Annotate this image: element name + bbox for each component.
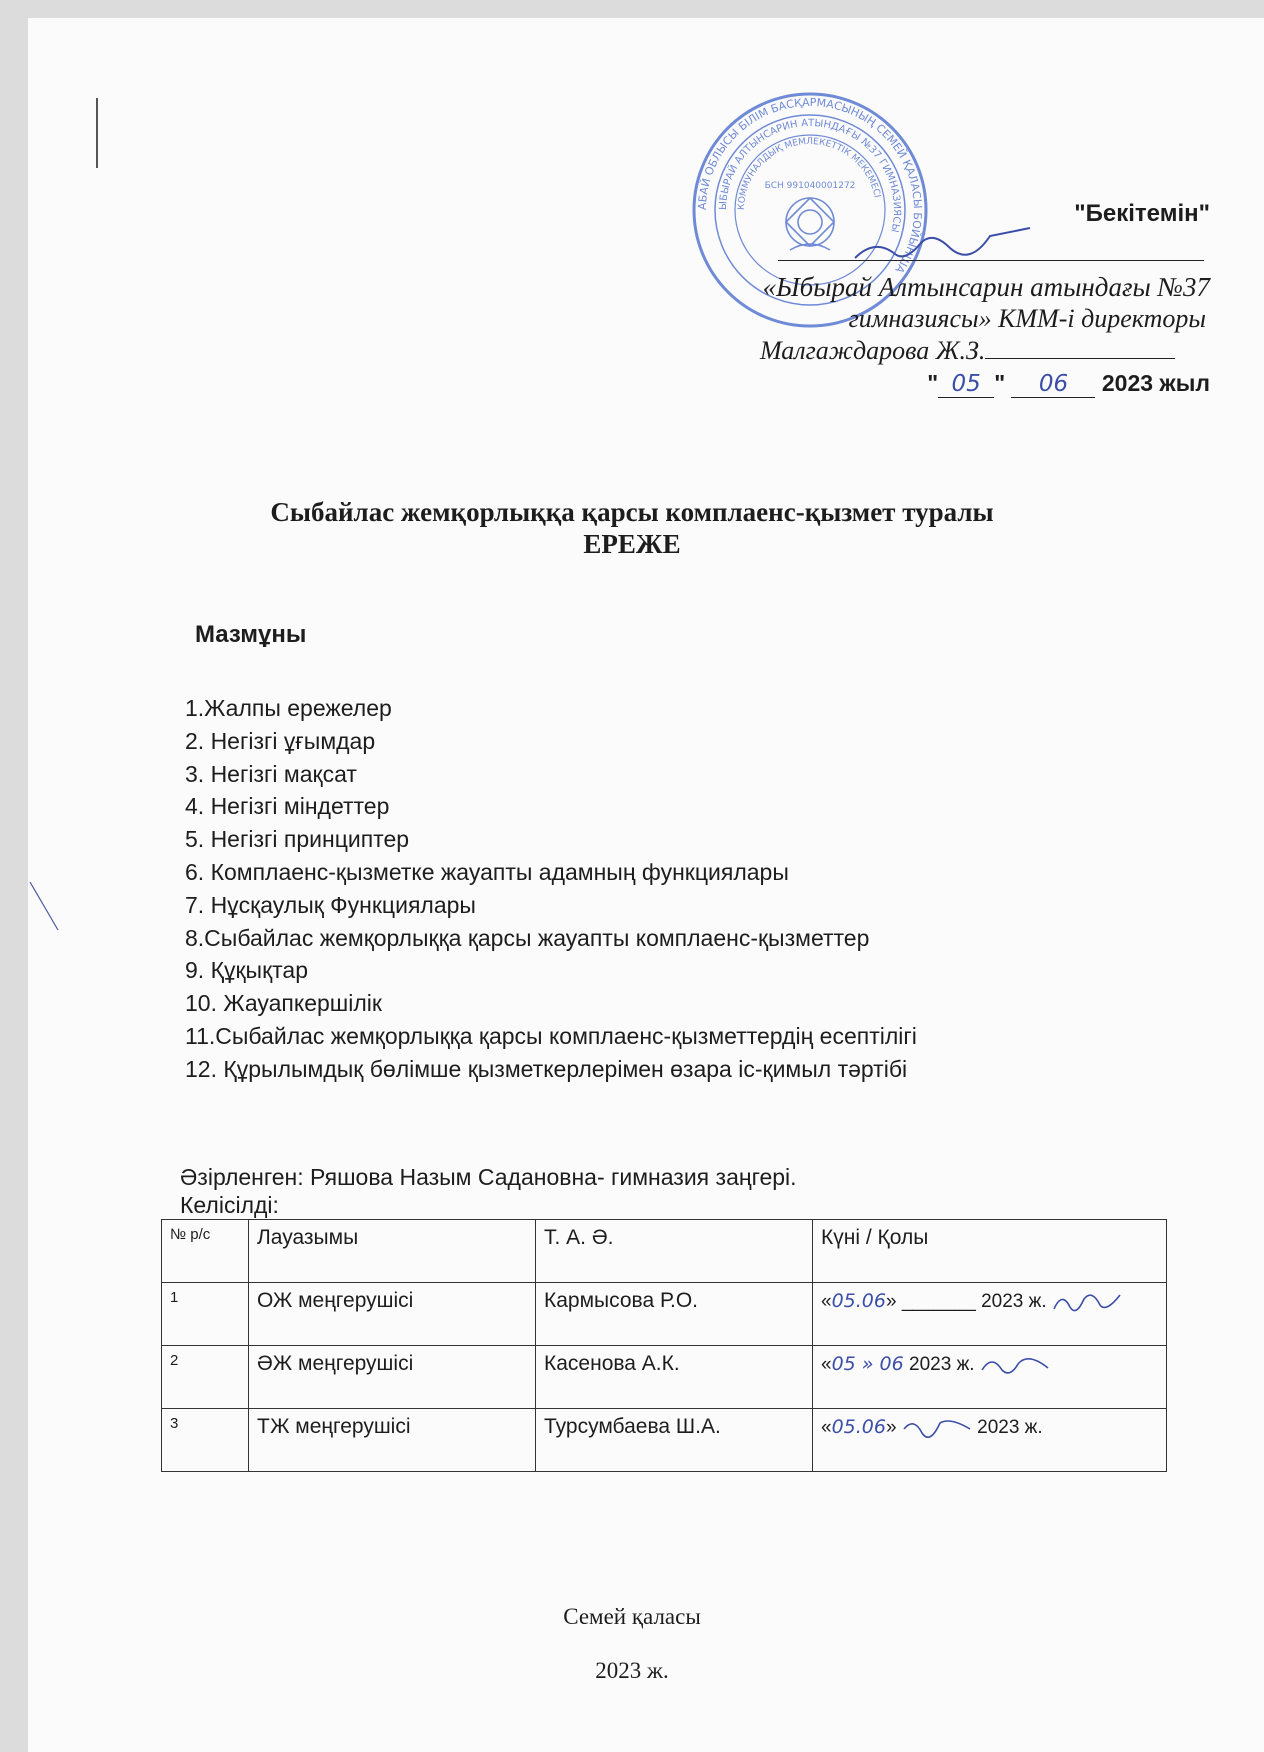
- date-quote-open: ": [927, 370, 939, 396]
- prepared-by: Әзірленген: Ряшова Назым Садановна- гимназия заңгері.: [180, 1164, 797, 1190]
- row-date-sign: «05 » 06 2023 ж.: [813, 1346, 1167, 1409]
- approval-date: [927, 370, 1210, 398]
- footer-year: 2023 ж.: [595, 1658, 669, 1683]
- margin-line: [96, 98, 98, 168]
- row-position: ОЖ меңгерушісі: [249, 1283, 536, 1346]
- document-title-block: [0, 496, 1264, 560]
- toc-heading: Мазмұны: [195, 621, 307, 648]
- toc-item: 10. Жауапкершілік: [185, 990, 382, 1017]
- document-subtitle: ЕРЕЖЕ: [583, 529, 681, 559]
- toc-item: 5. Негізгі принциптер: [185, 826, 410, 853]
- row-position: ТЖ меңгерушісі: [249, 1409, 536, 1472]
- stamp-inner-text: ЫБЫРАЙ АЛТЫНСАРИН АТЫНДАҒЫ №37 ГИМНАЗИЯСЫ: [717, 117, 903, 234]
- toc-item: 12. Құрылымдық бөлімше қызметкерлерімен өзара іс-қимыл тәртібі: [185, 1055, 908, 1082]
- scan-mark: [28, 878, 68, 938]
- stamp-outer-text: АБАЙ ОБЛЫСЫ БІЛІМ БАСҚАРМАСЫНЫҢ СЕМЕЙ ҚАЛАСЫ БОЙЫНША: [695, 95, 925, 276]
- approval-day: 05: [938, 371, 994, 398]
- row-name: Касенова А.К.: [536, 1346, 813, 1409]
- row-name: Турсумбаева Ш.А.: [536, 1409, 813, 1472]
- toc-item: 6. Комплаенс-қызметке жауапты адамның функциялары: [185, 858, 789, 885]
- table-row: [162, 1409, 1167, 1472]
- row-date-sign: «05.06» _______ 2023 ж.: [813, 1283, 1167, 1346]
- approval-org-line2: гимназиясы» КММ-і директоры: [848, 304, 1206, 333]
- toc-item: 2. Негізгі ұғымдар: [185, 727, 376, 754]
- toc-item: 7. Нұсқаулық Функциялары: [185, 891, 476, 918]
- header-date-sign: Күні / Қолы: [813, 1220, 1167, 1283]
- table-header-row: [162, 1220, 1167, 1283]
- director-name: Малгаждарова Ж.З.: [760, 336, 986, 365]
- approval-director-name: [760, 336, 1175, 366]
- row-date-handwritten: 05.06: [831, 1416, 886, 1439]
- approval-org-line1: «Ыбырай Алтынсарин атындағы №37: [762, 272, 1210, 302]
- approval-title: "Бекітемін": [1074, 200, 1210, 227]
- table-row: [162, 1346, 1167, 1409]
- table-of-contents: [185, 692, 917, 1086]
- row-date-handwritten: 05.06: [831, 1290, 886, 1313]
- row-num: 1: [162, 1283, 249, 1346]
- approval-month: 06: [1011, 371, 1095, 398]
- row-date-handwritten: 05 » 06: [831, 1353, 904, 1376]
- toc-item: 9. Құқықтар: [185, 957, 308, 984]
- approval-year: 2023 жыл: [1101, 370, 1210, 396]
- signature-mark: [1052, 1289, 1122, 1315]
- agreed-label: Келісілді:: [180, 1192, 279, 1218]
- director-signature: [850, 226, 1070, 270]
- signature-mark: [980, 1352, 1050, 1378]
- row-position: ӘЖ меңгерушісі: [249, 1346, 536, 1409]
- row-date-text: 2023 ж.: [977, 1417, 1043, 1439]
- stamp-bin: БСН 991040001272: [764, 181, 856, 191]
- row-date-sign: «05.06» 2023 ж.: [813, 1409, 1167, 1472]
- toc-item: 3. Негізгі мақсат: [185, 760, 357, 787]
- toc-item: 1.Жалпы ережелер: [185, 695, 392, 721]
- document-title: Сыбайлас жемқорлыққа қарсы комплаенс-қызмет туралы: [270, 497, 994, 527]
- row-date-text: 2023 ж.: [909, 1354, 975, 1376]
- name-underline: [985, 336, 1175, 359]
- header-position: Лауазымы: [249, 1220, 536, 1283]
- date-quote-mid: ": [994, 370, 1006, 396]
- table-row: [162, 1283, 1167, 1346]
- row-name: Кармысова Р.О.: [536, 1283, 813, 1346]
- signature-line: [778, 260, 1204, 261]
- row-num: 2: [162, 1346, 249, 1409]
- row-num: 3: [162, 1409, 249, 1472]
- header-num: № р/с: [162, 1220, 249, 1283]
- agreement-table: [161, 1219, 1167, 1472]
- row-date-text: _______ 2023 ж.: [901, 1291, 1047, 1313]
- toc-item: 11.Сыбайлас жемқорлыққа қарсы комплаенс-қызметтердің есептілігі: [185, 1022, 917, 1049]
- toc-item: 4. Негізгі міндеттер: [185, 793, 390, 820]
- emblem-icon: [786, 198, 834, 250]
- toc-item: 8.Сыбайлас жемқорлыққа қарсы жауапты комплаенс-қызметтер: [185, 924, 870, 951]
- footer-city: Семей қаласы: [563, 1604, 701, 1629]
- signature-mark: [902, 1415, 972, 1441]
- header-name: Т. А. Ә.: [536, 1220, 813, 1283]
- stamp-ring3-text: КОММУНАЛДЫҚ МЕМЛЕКЕТТІК МЕКЕМЕСІ: [736, 136, 882, 211]
